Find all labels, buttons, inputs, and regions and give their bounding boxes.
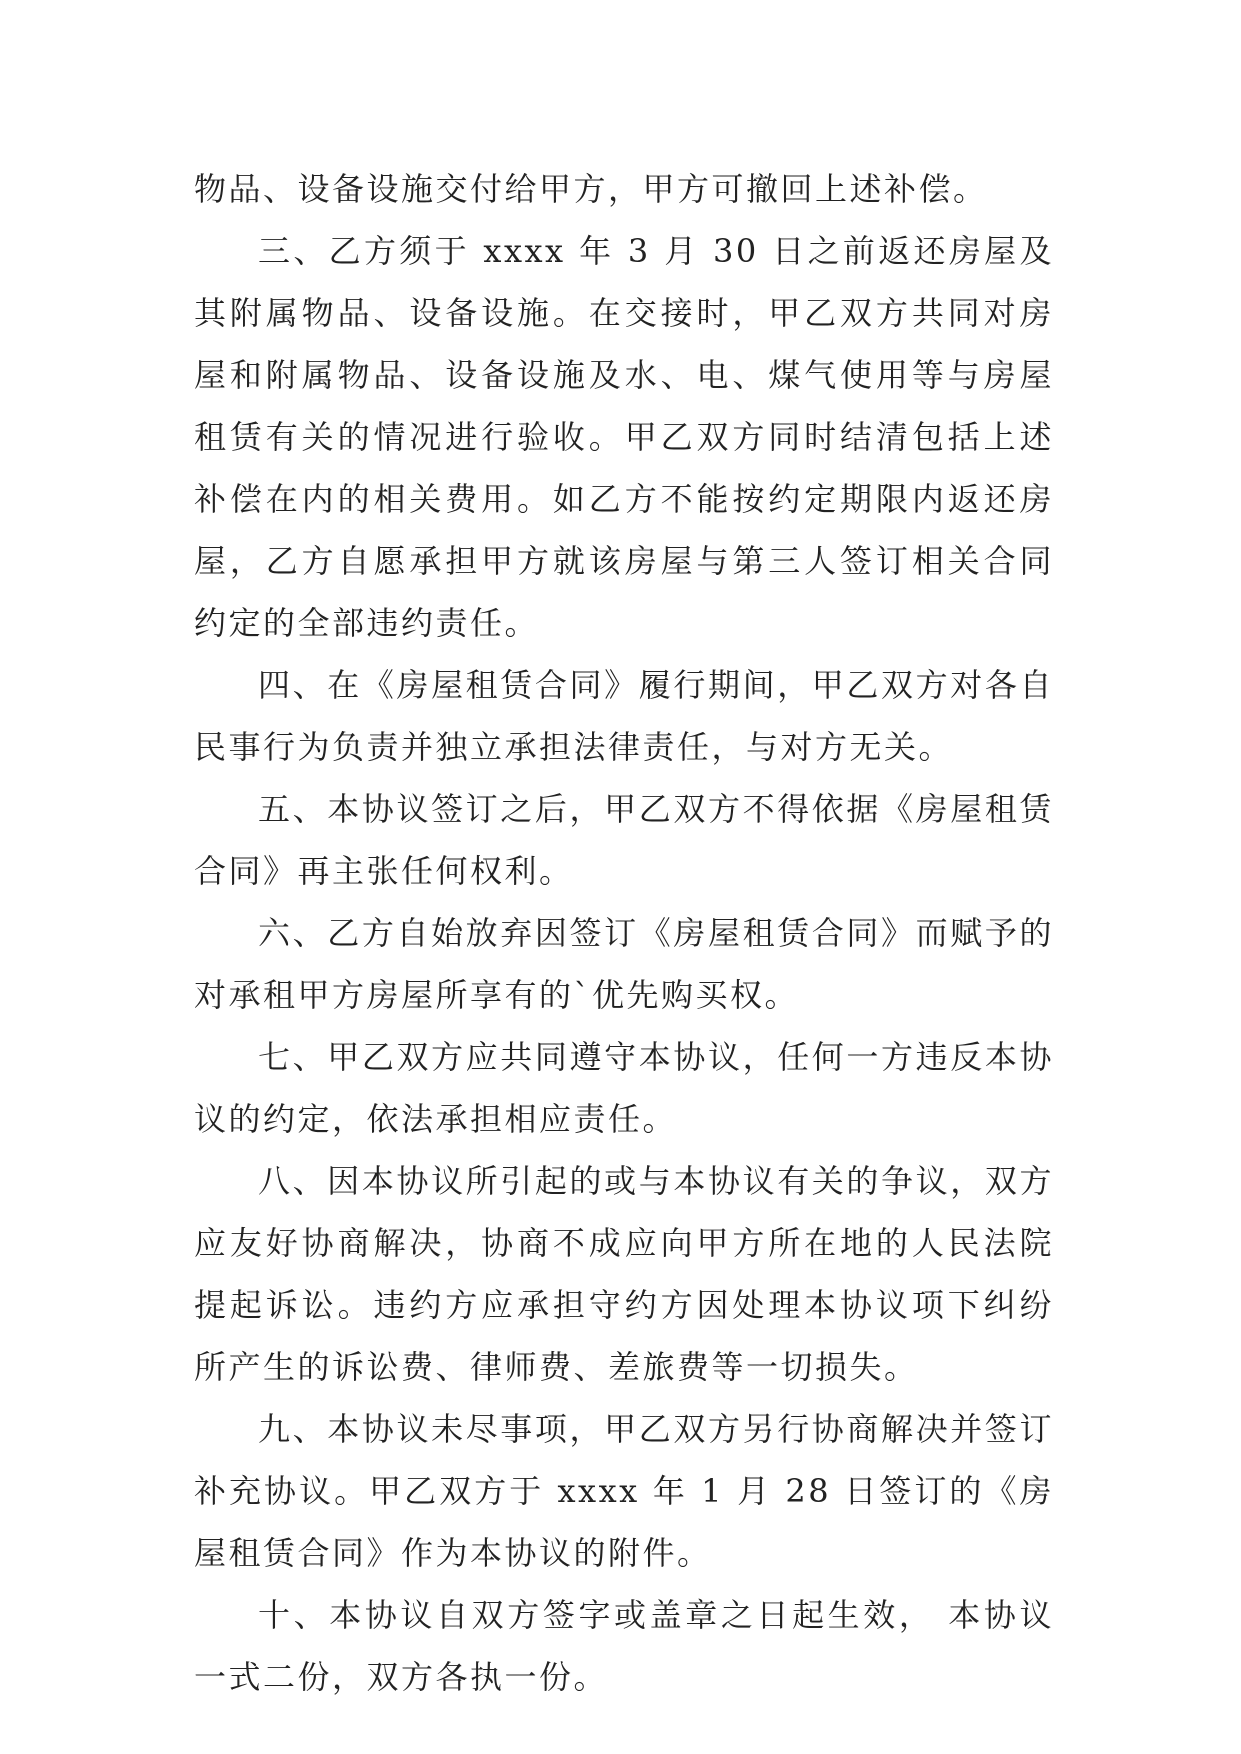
clause-6-paragraph: 六、乙方自始放弃因签订《房屋租赁合同》而赋予的对承租甲方房屋所享有的`优先购买权。 — [194, 914, 1054, 1014]
document-body — [194, 158, 1054, 1708]
clause-4-paragraph: 四、在《房屋租赁合同》履行期间，甲乙双方对各自民事行为负责并独立承担法律责任，与对方无关。 — [194, 666, 1054, 766]
paragraph-continuation: 物品、设备设施交付给甲方，甲方可撤回上述补偿。 — [194, 170, 988, 208]
clause-5-paragraph: 五、本协议签订之后，甲乙双方不得依据《房屋租赁合同》再主张任何权利。 — [194, 790, 1054, 890]
clause-9-paragraph: 九、本协议未尽事项，甲乙双方另行协商解决并签订补充协议。甲乙双方于 xxxx 年 1 月 28 日签订的《房屋租赁合同》作为本协议的附件。 — [194, 1410, 1054, 1572]
clause-10-paragraph: 十、本协议自双方签字或盖章之日起生效， 本协议一式二份，双方各执一份。 — [194, 1596, 1054, 1696]
clause-3-paragraph: 三、乙方须于 xxxx 年 3 月 30 日之前返还房屋及其附属物品、设备设施。在交接时，甲乙双方共同对房屋和附属物品、设备设施及水、电、煤气使用等与房屋租赁有关的情况进行验收。甲乙双方同时结清包括上述补偿在内的相关费用。如乙方不能按约定期限内返还房屋，乙方自愿承担甲方就该房屋与第三人签订相关合同约定的全部违约责任。 — [194, 232, 1054, 642]
clause-8-paragraph: 八、因本协议所引起的或与本协议有关的争议，双方应友好协商解决，协商不成应向甲方所在地的人民法院提起诉讼。违约方应承担守约方因处理本协议项下纠纷所产生的诉讼费、律师费、差旅费等一切损失。 — [194, 1162, 1054, 1386]
clause-7-paragraph: 七、甲乙双方应共同遵守本协议，任何一方违反本协议的约定，依法承担相应责任。 — [194, 1038, 1054, 1138]
